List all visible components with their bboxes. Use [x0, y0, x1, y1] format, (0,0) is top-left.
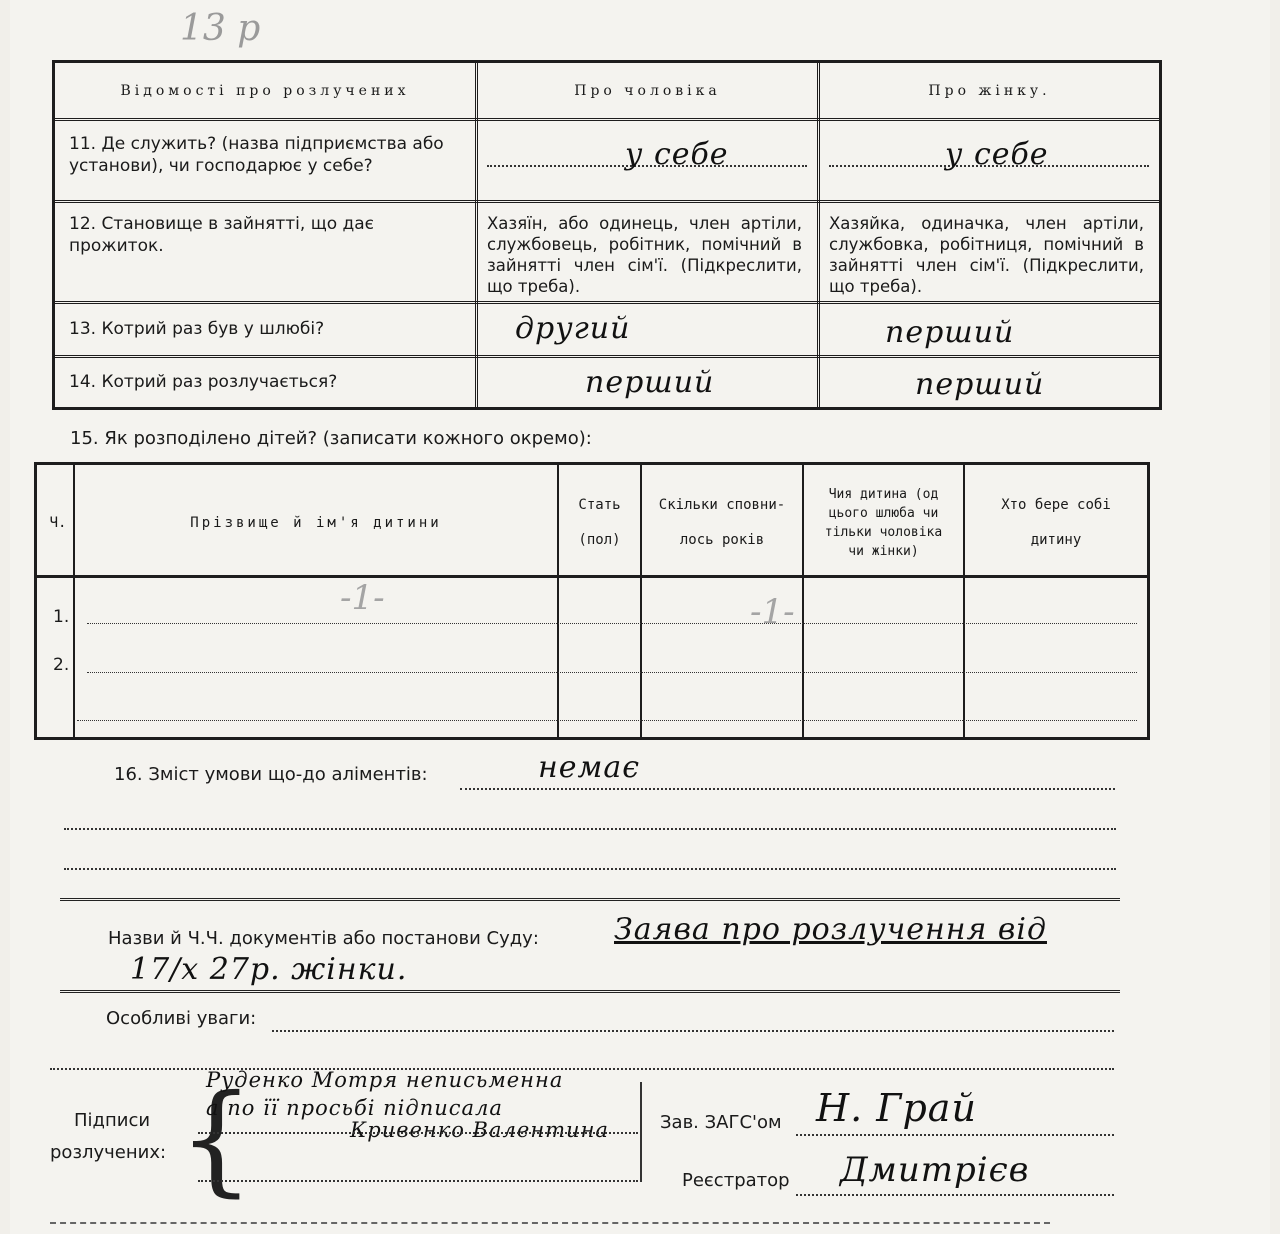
col-sex: Стать (пол) — [578, 497, 621, 548]
wife-divorce-count: перший — [915, 367, 1045, 402]
children-section-title: 15. Як розподілено дітей? (записати кожного окремо): — [70, 428, 592, 449]
husband-divorce-count: перший — [585, 365, 715, 400]
question-13: 13. Котрий раз був у шлюбі? — [69, 319, 325, 339]
signature-line-3: Кривенко Валентина — [350, 1118, 609, 1142]
wife-workplace: у себе — [945, 137, 1049, 172]
husband-status-options: Хазяїн, або одинець, член артіли, службовець, робітник, помічний в зайнятті член сім'ї. (Підкреслити, що треба). — [487, 214, 802, 296]
col-who-takes: Хто бере собі дитину — [1001, 497, 1111, 548]
wife-marriage-count: перший — [885, 315, 1015, 350]
signatures-label-line1: Підписи — [74, 1110, 151, 1131]
registrar-label: Реєстратор — [682, 1170, 790, 1191]
col-age: Скільки сповни- лось років — [658, 497, 786, 548]
registry-head-label: Зав. ЗАГС'ом — [660, 1112, 782, 1133]
child-row-1-num: 1. — [53, 607, 70, 627]
signature-line-2: а по її просьбі підписала — [206, 1096, 503, 1120]
husband-marriage-count: другий — [515, 311, 631, 346]
registry-head-signature: Н. Грай — [816, 1086, 977, 1130]
spouse-info-table — [52, 60, 1162, 410]
document-page: 13 р Відомості про розлучених Про чоловіка Про жінку. 11. Де служить? (назва підприємства або установи), чи господарює у себе? у себе у себе 12. Становище в зайнятті, що дає прожиток. Хазяїн, або одинець, член артіли, службовець, робітник, помічний в зайнятті член сім'ї. (Підкреслити, що треба). Хазяйка, одиначка, член артіли, службовка, робітниця, помічний в зайнятті член сім'ї. (Підкреслити, що треба). 13. Котрий раз був у шлюбі? другий перший 14. Котрий раз розлучається? перший перший 15. Як розподілено дітей? (записати кожного окремо): Ч. Прізвище й ім'я дитини Стать (пол) Скільки сповни- лось років Чия дитина (од цього шлюба чи тільки чоловіка чи жінки) Хто бере собі дитину 1. 2. -1- -1- 16. Зміст умови що-до аліментів: немає Назви й Ч.Ч. документів або постанови Суду: Заява про розлучення від 17/х 27р. жінки. Особливі уваги: Підписи розлучених: { Руденко Мотря неписьменна а по її просьбі підписала Кривенко Валентина Зав. ЗАГС'ом Н. Грай Реєстратор Дмитрієв — [10, 0, 1270, 1234]
documents-value-line2: 17/х 27р. жінки. — [130, 952, 408, 987]
children-table — [34, 462, 1150, 740]
alimony-value: немає — [538, 750, 641, 785]
col-num: Ч. — [49, 514, 67, 531]
documents-label: Назви й Ч.Ч. документів або постанови Суду: — [108, 928, 539, 949]
col-child-name: Прізвище й ім'я дитини — [190, 514, 442, 531]
header-wife: Про жінку. — [928, 83, 1051, 99]
signatures-label-line2: розлучених: — [50, 1142, 167, 1163]
corner-note: 13 р — [180, 8, 261, 49]
husband-workplace: у себе — [625, 137, 729, 172]
registrar-signature: Дмитрієв — [840, 1150, 1030, 1190]
header-info: Відомості про розлучених — [120, 83, 410, 99]
question-11: 11. Де служить? (назва підприємства або установи), чи господарює у себе? — [69, 134, 444, 176]
notes-label: Особливі уваги: — [106, 1008, 257, 1029]
documents-value-line1: Заява про розлучення від — [614, 912, 1047, 947]
header-husband: Про чоловіка — [574, 83, 721, 99]
col-whose-child: Чия дитина (од цього шлюба чи тільки чоловіка чи жінки) — [824, 487, 943, 559]
signature-line-1: Руденко Мотря неписьменна — [206, 1068, 564, 1092]
question-12: 12. Становище в зайнятті, що дає прожиток. — [69, 214, 375, 256]
question-14: 14. Котрий раз розлучається? — [69, 372, 338, 392]
child-row-2-num: 2. — [53, 655, 70, 675]
alimony-label: 16. Зміст умови що-до аліментів: — [114, 764, 428, 785]
wife-status-options: Хазяйка, одиначка, член артіли, службовка, робітниця, помічний в зайнятті член сім'ї. (Підкреслити, що треба). — [829, 214, 1144, 296]
